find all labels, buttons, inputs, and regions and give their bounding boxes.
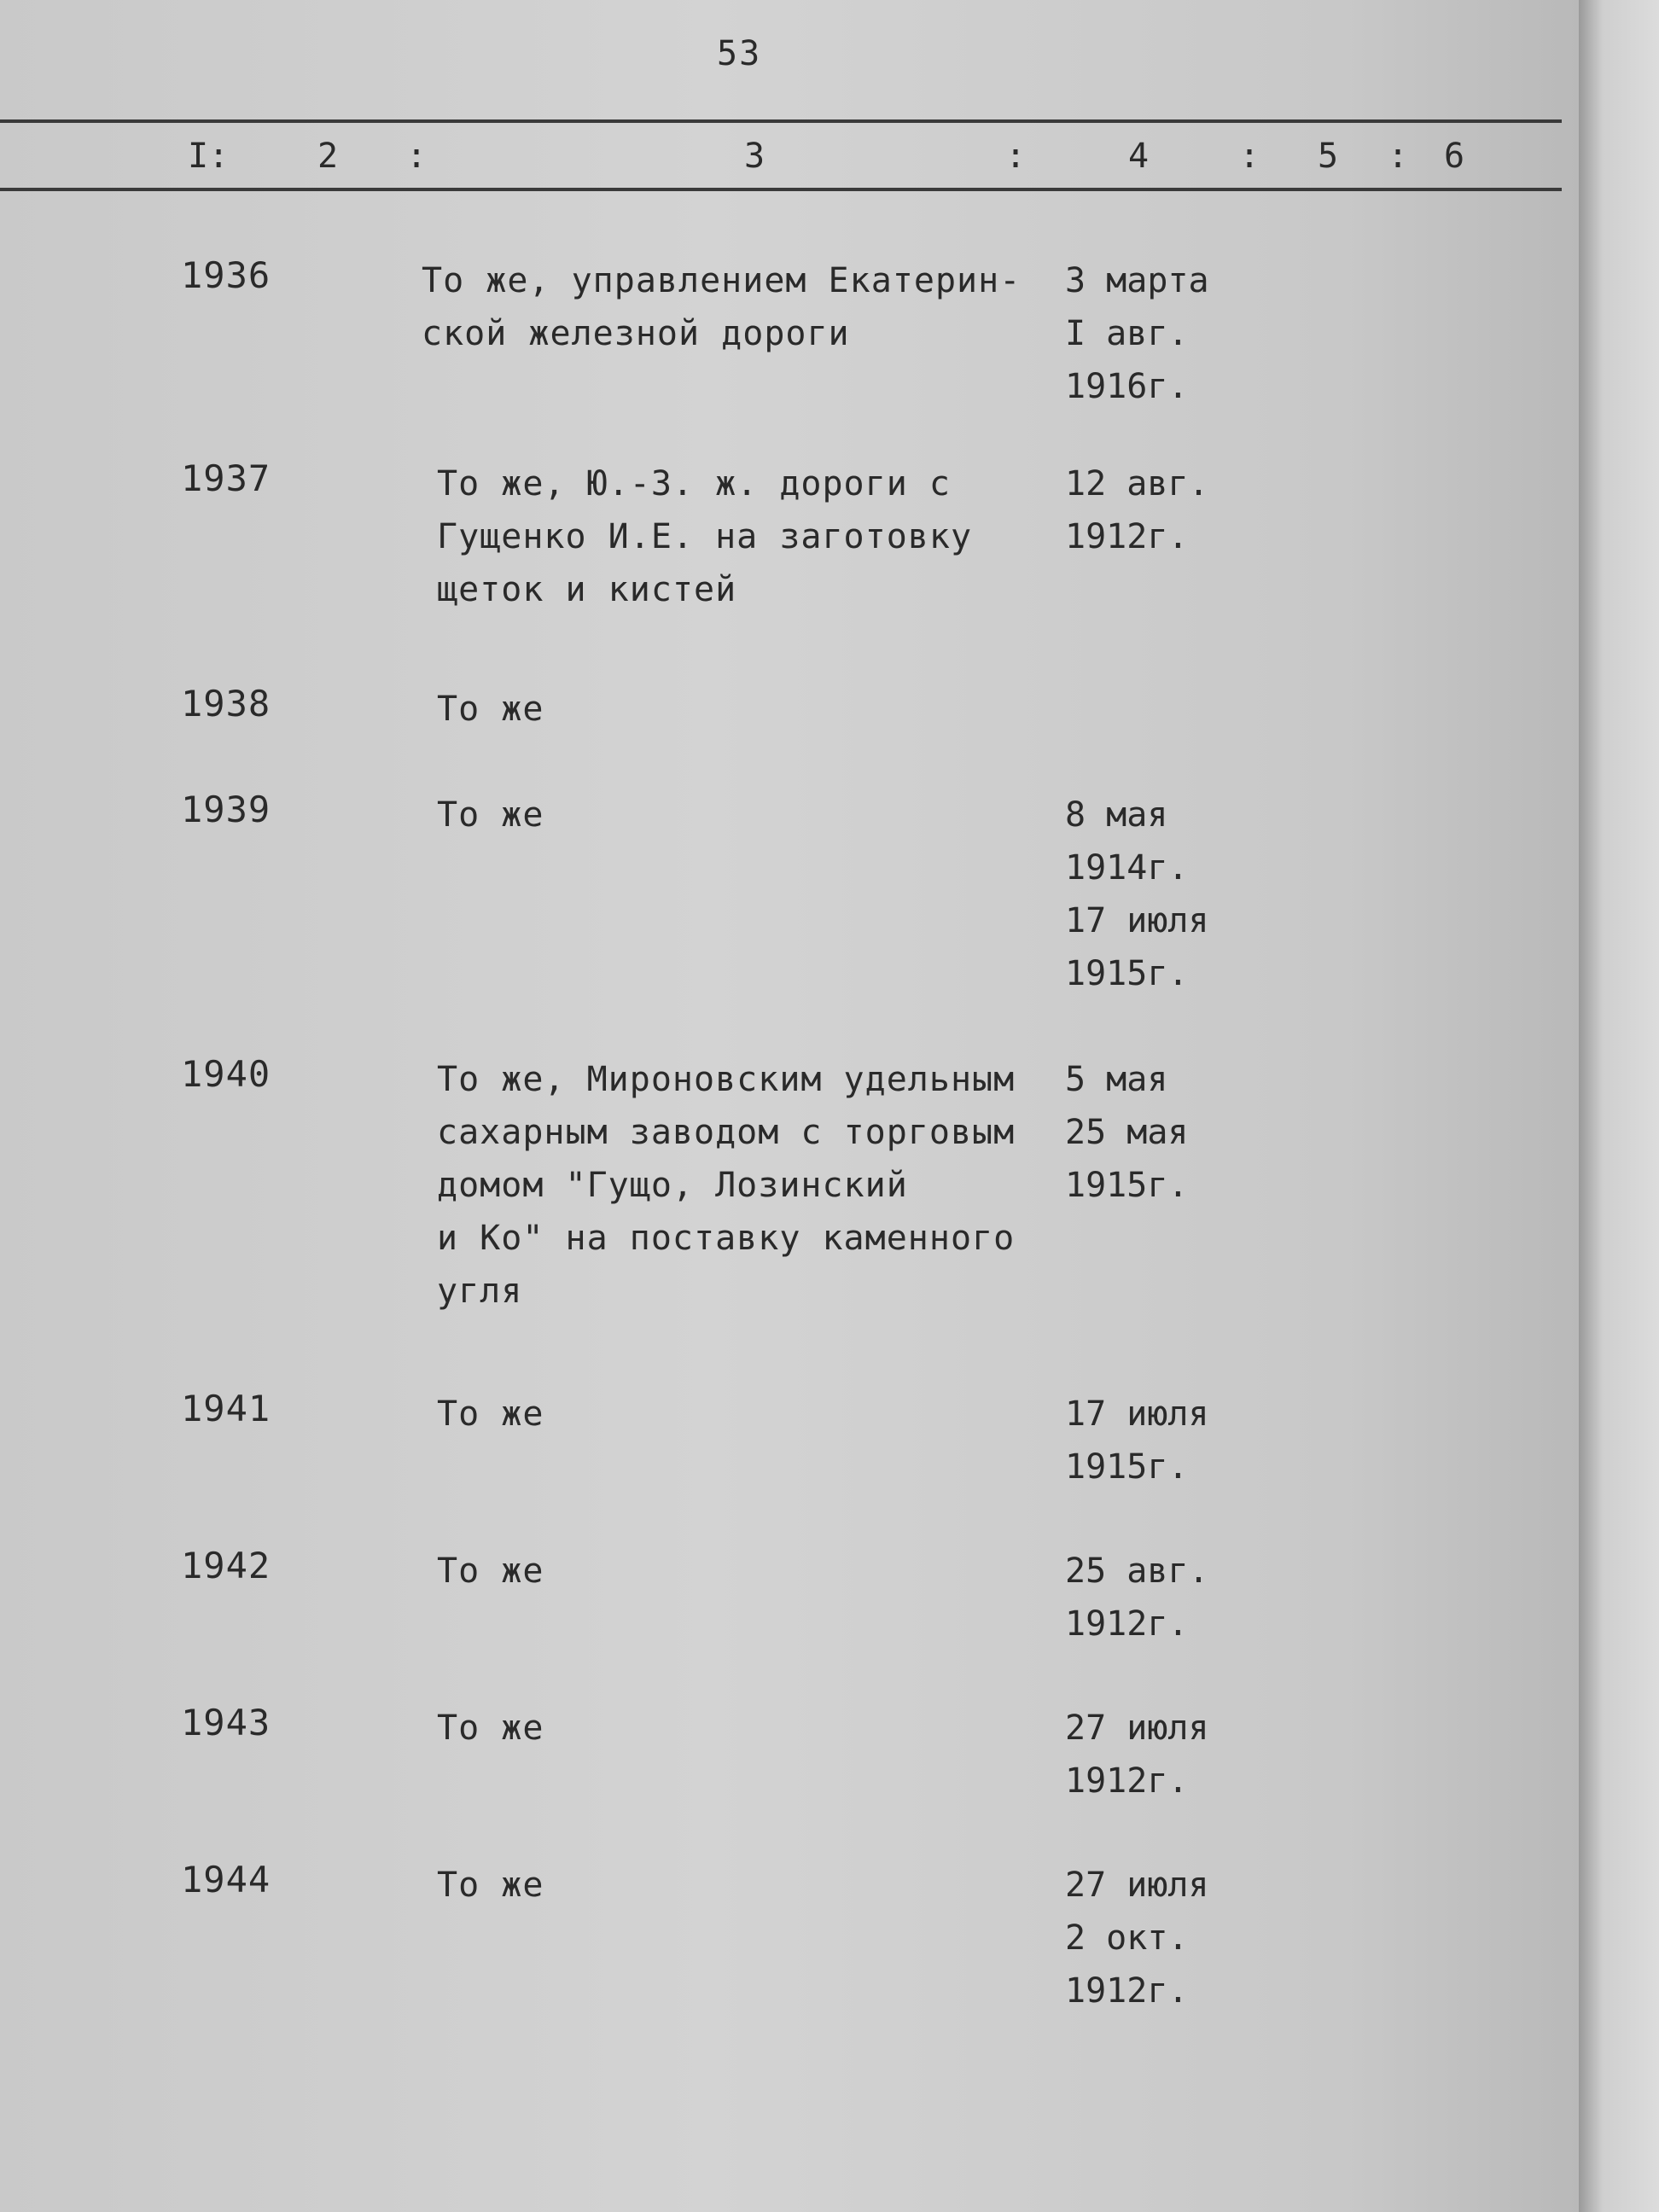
entry-number: 1942 <box>181 1545 271 1586</box>
entry-number: 1944 <box>181 1859 271 1901</box>
entry-date: 1912г. <box>1065 1971 1189 2011</box>
header-bottom-rule <box>0 188 1562 191</box>
entry-dates <box>1065 1388 1270 1493</box>
entry-dates <box>1065 789 1270 1000</box>
column-header-5: 5 <box>1318 137 1339 176</box>
entry-date: 1916г. <box>1065 367 1189 406</box>
page-number: 53 <box>717 34 762 73</box>
entry-dates <box>1065 1859 1270 2017</box>
entry-description: То же <box>437 795 544 835</box>
entry-description: То же, Мироновским удельным сахарным заводом с торговым домом "Гущо, Лозинский и Ко" на поставку каменного угля <box>437 1060 1016 1311</box>
column-separator: : <box>1239 137 1260 176</box>
column-separator: : <box>1388 137 1409 176</box>
entry-dates <box>1065 1545 1270 1650</box>
entry-date: 1912г. <box>1065 1604 1189 1644</box>
entry-date: 1914г. <box>1065 848 1189 888</box>
column-separator: : <box>406 137 428 176</box>
column-header-4: 4 <box>1128 137 1150 176</box>
column-header-6: 6 <box>1444 137 1465 176</box>
entry-date: I авг. <box>1065 314 1189 353</box>
column-header-3: 3 <box>744 137 765 176</box>
entry-description: То же, Ю.-З. ж. дороги с Гущенко И.Е. на заготовку щеток и кистей <box>437 464 973 609</box>
entry-number: 1938 <box>181 683 271 725</box>
entry-date: 2 окт. <box>1065 1918 1189 1958</box>
entry-description: То же <box>437 1866 544 1905</box>
entry-date: 1912г. <box>1065 517 1189 556</box>
entry-date: 8 мая <box>1065 795 1168 835</box>
entry-number: 1943 <box>181 1702 271 1743</box>
entry-date: 1915г. <box>1065 1447 1189 1487</box>
entry-description: То же <box>437 1708 544 1748</box>
column-separator: : <box>1005 137 1027 176</box>
entry-date: 5 мая <box>1065 1060 1168 1099</box>
entry-dates <box>1065 1702 1270 1807</box>
entry-number: 1936 <box>181 254 271 296</box>
header-top-rule <box>0 119 1562 123</box>
entry-date: 25 авг. <box>1065 1551 1209 1591</box>
entry-date: 3 марта <box>1065 261 1209 300</box>
entry-dates <box>1065 1053 1270 1212</box>
entry-date: 27 июля <box>1065 1708 1209 1748</box>
column-header-2: 2 <box>317 137 339 176</box>
entry-date: 17 июля <box>1065 1394 1209 1434</box>
entry-description: То же, управлением Екатерин- ской железной дороги <box>422 261 1022 353</box>
entry-dates <box>1065 457 1270 563</box>
entry-number: 1941 <box>181 1388 271 1429</box>
column-header-1: I: <box>188 137 230 176</box>
entry-dates <box>1065 254 1270 413</box>
entry-date: 1912г. <box>1065 1761 1189 1801</box>
entry-number: 1937 <box>181 457 271 499</box>
entry-description: То же <box>437 690 544 729</box>
entry-description: То же <box>437 1394 544 1434</box>
entry-description: То же <box>437 1551 544 1591</box>
entry-date: 1915г. <box>1065 954 1189 993</box>
page-edge <box>1579 0 1659 2212</box>
entry-date: 1915г. <box>1065 1166 1189 1205</box>
entry-date: 17 июля <box>1065 901 1209 940</box>
entry-date: 25 мая <box>1065 1113 1189 1152</box>
entry-date: 12 авг. <box>1065 464 1209 504</box>
entry-number: 1940 <box>181 1053 271 1095</box>
entry-date: 27 июля <box>1065 1866 1209 1905</box>
entry-number: 1939 <box>181 789 271 830</box>
